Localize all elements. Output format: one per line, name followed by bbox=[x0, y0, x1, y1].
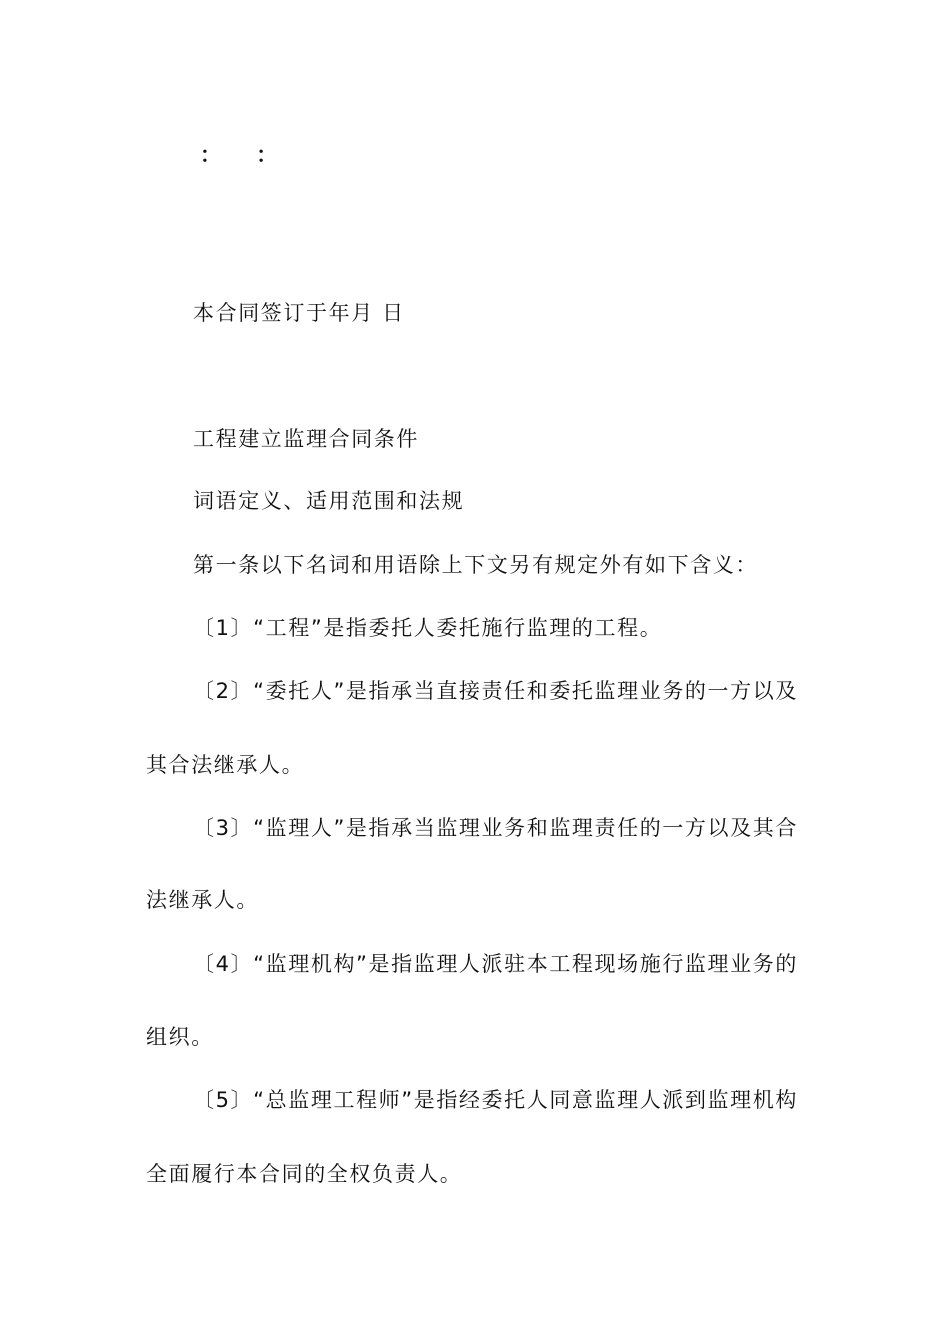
signing-date-line: 本合同签订于年月 日 bbox=[193, 301, 405, 325]
definition-item-5-line-2: 全面履行本合同的全权负责人。 bbox=[146, 1162, 463, 1186]
definition-item-1: 〔1〕“工程”是指委托人委托施行监理的工程。 bbox=[193, 616, 663, 640]
definition-item-5-line-1: 〔5〕“总监理工程师”是指经委托人同意监理人派到监理机构 bbox=[193, 1088, 798, 1112]
definition-item-2-line-1: 〔2〕“委托人”是指承当直接责任和委托监理业务的一方以及 bbox=[193, 679, 798, 703]
section-title: 工程建立监理合同条件 bbox=[193, 427, 419, 451]
definition-item-4-line-2: 组织。 bbox=[146, 1025, 214, 1049]
header-colons: ： ： bbox=[200, 143, 292, 167]
definition-item-4-line-1: 〔4〕“监理机构”是指监理人派驻本工程现场施行监理业务的 bbox=[193, 952, 798, 976]
definition-item-3-line-1: 〔3〕“监理人”是指承当监理业务和监理责任的一方以及其合 bbox=[193, 816, 798, 840]
subsection-title: 词语定义、适用范围和法规 bbox=[193, 489, 465, 513]
definition-item-3-line-2: 法继承人。 bbox=[146, 888, 259, 912]
definition-item-2-line-2: 其合法继承人。 bbox=[146, 753, 305, 777]
article-1-intro: 第一条以下名词和用语除上下文另有规定外有如下含义： bbox=[193, 553, 758, 577]
